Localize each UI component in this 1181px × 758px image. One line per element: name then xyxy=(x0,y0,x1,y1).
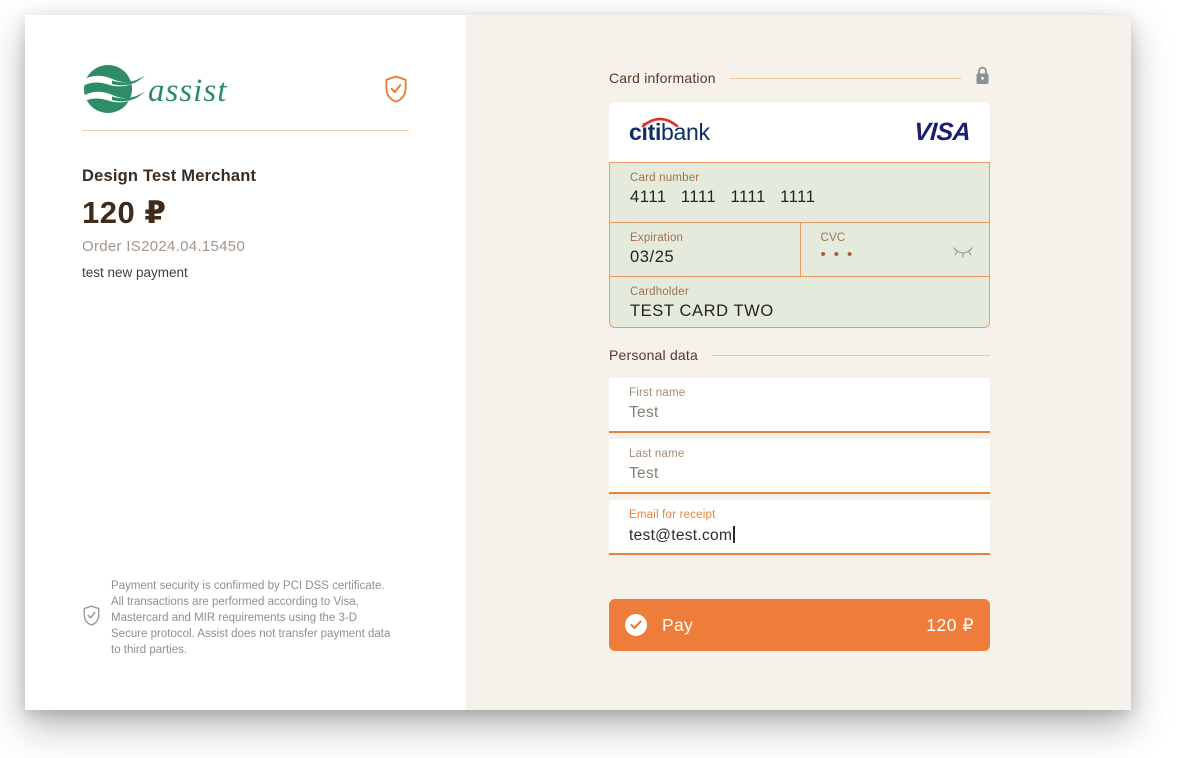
last-name-field[interactable] xyxy=(609,439,990,494)
eye-closed-icon[interactable] xyxy=(951,246,975,264)
card-information-title: Card information xyxy=(609,70,716,86)
visa-logo: VISA xyxy=(912,117,972,146)
cardholder-value: TEST CARD TWO xyxy=(630,302,774,320)
text-caret xyxy=(733,526,735,543)
merchant-name: Design Test Merchant xyxy=(82,167,257,185)
pay-button-amount: 120 ₽ xyxy=(926,614,974,635)
cvc-masked-value: ••• xyxy=(820,246,861,263)
personal-data-divider xyxy=(712,355,990,356)
personal-data-header xyxy=(609,345,990,365)
payment-panel xyxy=(466,15,1131,710)
last-name-value: Test xyxy=(629,465,659,482)
security-shield-icon xyxy=(82,605,101,631)
cvc-label: CVC xyxy=(820,232,846,244)
citibank-logo: citibank xyxy=(629,119,710,146)
merchant-panel xyxy=(25,15,466,710)
first-name-field[interactable] xyxy=(609,378,990,433)
security-note-text: Payment security is confirmed by PCI DSS certificate. All transactions are performed according to Visa, Mastercard and MIR requirements using the 3-D Secure protocol. Assist does not transfer payment data to third parties. xyxy=(111,580,391,656)
last-name-label: Last name xyxy=(629,448,685,460)
first-name-value: Test xyxy=(629,404,659,421)
payment-title: test new payment xyxy=(82,265,188,280)
lock-icon xyxy=(975,66,990,90)
card-information-header xyxy=(609,68,990,88)
logo-divider xyxy=(82,130,409,131)
card-number-field[interactable] xyxy=(609,162,990,223)
citibank-arc-icon xyxy=(641,116,679,128)
pay-button[interactable] xyxy=(609,599,990,651)
card-number-value: 4111 1111 1111 1111 xyxy=(630,188,816,206)
cvc-field[interactable] xyxy=(800,222,991,277)
cardholder-label: Cardholder xyxy=(630,286,689,298)
email-label: Email for receipt xyxy=(629,509,716,521)
security-note xyxy=(82,578,394,658)
assist-sphere-icon xyxy=(82,63,146,120)
order-amount: 120 ₽ xyxy=(82,195,167,230)
pay-button-label: Pay xyxy=(662,614,694,635)
expiration-value: 03/25 xyxy=(630,248,675,266)
card-information-divider xyxy=(730,78,961,79)
payment-page-card xyxy=(25,15,1131,710)
expiration-label: Expiration xyxy=(630,232,684,244)
email-field[interactable] xyxy=(609,500,990,555)
first-name-label: First name xyxy=(629,387,686,399)
bank-row xyxy=(609,102,990,162)
card-number-label: Card number xyxy=(630,172,700,184)
assist-wordmark: assist xyxy=(148,72,228,109)
cardholder-field[interactable] xyxy=(609,276,990,328)
personal-data-title: Personal data xyxy=(609,347,698,363)
expiration-field[interactable] xyxy=(609,222,800,277)
assist-logo xyxy=(82,63,227,120)
order-number: Order IS2024.04.15450 xyxy=(82,238,246,255)
card-widget xyxy=(609,102,990,328)
pay-check-icon xyxy=(625,614,647,636)
shield-check-badge-icon xyxy=(383,75,409,108)
email-value: test@test.com xyxy=(629,527,733,544)
